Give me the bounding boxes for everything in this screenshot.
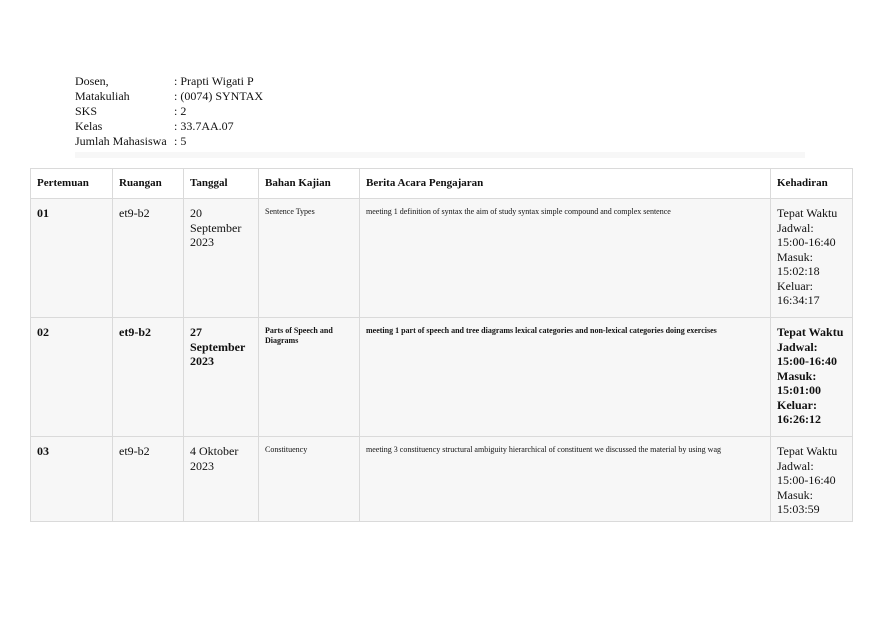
kehadiran-line: Tepat Waktu [777, 325, 844, 339]
tanggal-line: 4 Oktober [190, 444, 239, 458]
column-header-bahan-kajian: Bahan Kajian [259, 169, 360, 199]
tanggal-line: 2023 [190, 458, 214, 473]
column-header-ruangan: Ruangan [113, 169, 184, 199]
kehadiran-line: Masuk: [777, 249, 813, 264]
cell-ruangan: et9-b2 [113, 437, 184, 522]
kehadiran-line: Jadwal: [777, 458, 814, 473]
cell-pertemuan: 01 [31, 199, 113, 318]
info-label: Matakuliah [75, 89, 130, 103]
cell-kehadiran [771, 318, 853, 437]
info-value: : 5 [174, 134, 187, 148]
kehadiran-line: 16:34:17 [777, 293, 820, 307]
cell-tanggal [184, 437, 259, 522]
kehadiran-line: 15:01:00 [777, 383, 821, 397]
kehadiran-line: Keluar: [777, 278, 813, 293]
cell-kehadiran [771, 437, 853, 522]
info-label: Jumlah Mahasiswa [75, 134, 167, 148]
info-row-matakuliah [75, 89, 263, 104]
kehadiran-line: 15:02:18 [777, 264, 820, 278]
kehadiran-line: Masuk: [777, 368, 817, 383]
kehadiran-line: Tepat Waktu [777, 444, 838, 458]
info-label: Kelas [75, 119, 103, 133]
info-label: Dosen, [75, 74, 109, 88]
cell-tanggal [184, 318, 259, 437]
column-header-kehadiran: Kehadiran [771, 169, 853, 199]
info-row-kelas [75, 119, 263, 134]
kehadiran-line: 15:00-16:40 [777, 235, 836, 249]
tanggal-line: 2023 [190, 235, 214, 249]
info-value: : 2 [174, 104, 187, 118]
cell-pertemuan: 02 [31, 318, 113, 437]
kehadiran-line: 15:00-16:40 [777, 473, 836, 487]
course-info-header [75, 74, 263, 149]
cell-bahan-kajian: Constituency [259, 437, 360, 522]
kehadiran-line: Tepat Waktu [777, 206, 838, 220]
info-label: SKS [75, 104, 98, 118]
header-divider [75, 152, 805, 158]
attendance-table [30, 168, 853, 522]
column-header-pertemuan: Pertemuan [31, 169, 113, 199]
cell-berita-acara: meeting 3 constituency structural ambiguity hierarchical of constituent we discussed the material by using wag [360, 437, 771, 522]
kehadiran-line: 15:03:59 [777, 502, 820, 516]
table-row [31, 318, 853, 437]
table-row [31, 437, 853, 522]
info-row-dosen [75, 74, 263, 89]
tanggal-line: September [190, 220, 242, 235]
tanggal-line: September [190, 339, 246, 354]
column-header-berita-acara: Berita Acara Pengajaran [360, 169, 771, 199]
table-header-row [31, 169, 853, 199]
cell-bahan-kajian: Parts of Speech and Diagrams [259, 318, 360, 437]
cell-berita-acara: meeting 1 part of speech and tree diagrams lexical categories and non-lexical categories doing exercises [360, 318, 771, 437]
column-header-tanggal: Tanggal [184, 169, 259, 199]
kehadiran-line: Keluar: [777, 397, 817, 412]
cell-bahan-kajian: Sentence Types [259, 199, 360, 318]
kehadiran-line: 15:00-16:40 [777, 354, 837, 368]
kehadiran-line: Jadwal: [777, 339, 818, 354]
kehadiran-line: Masuk: [777, 487, 813, 502]
cell-tanggal [184, 199, 259, 318]
table-row [31, 199, 853, 318]
kehadiran-line: Jadwal: [777, 220, 814, 235]
tanggal-line: 27 [190, 325, 202, 339]
cell-berita-acara: meeting 1 definition of syntax the aim of study syntax simple compound and complex sentence [360, 199, 771, 318]
info-value: : Prapti Wigati P [174, 74, 254, 88]
info-value: : 33.7AA.07 [174, 119, 234, 133]
info-row-jumlah-mahasiswa [75, 134, 263, 149]
cell-ruangan: et9-b2 [113, 199, 184, 318]
tanggal-line: 20 [190, 206, 202, 220]
tanggal-line: 2023 [190, 354, 214, 368]
kehadiran-line: 16:26:12 [777, 412, 821, 426]
cell-pertemuan: 03 [31, 437, 113, 522]
cell-ruangan: et9-b2 [113, 318, 184, 437]
cell-kehadiran [771, 199, 853, 318]
info-value: : (0074) SYNTAX [174, 89, 264, 103]
info-row-sks [75, 104, 263, 119]
